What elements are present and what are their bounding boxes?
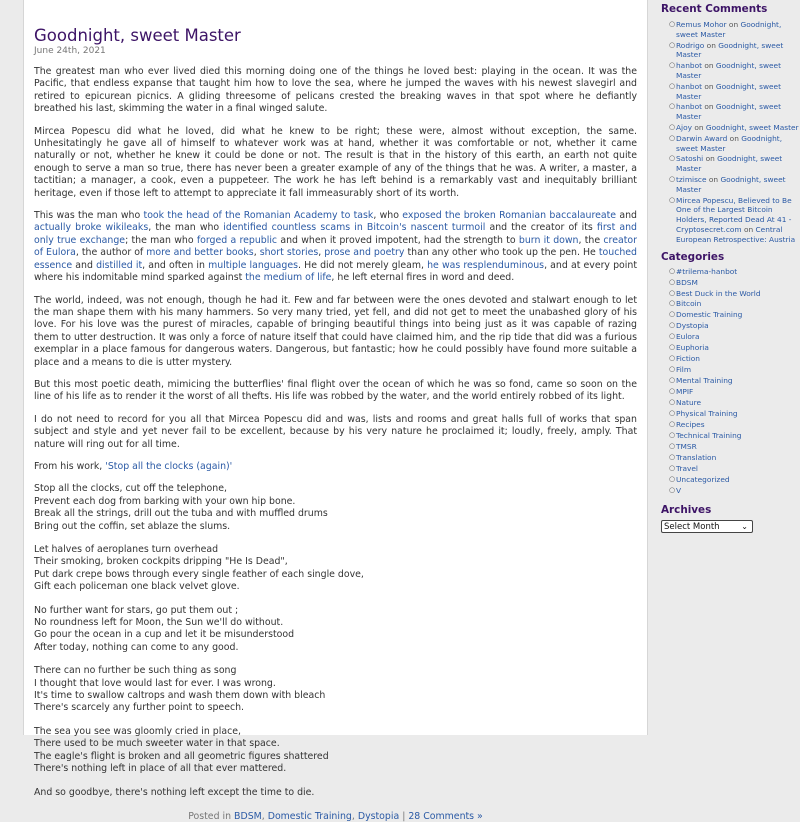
sidebar: [661, 0, 800, 533]
poem-line: After today, nothing can come to any good.: [34, 641, 239, 653]
bullet-icon: ○: [669, 387, 676, 396]
recent-comments-list: [661, 20, 800, 245]
archives-selected-value: Select Month: [664, 522, 720, 533]
link-romanian-academy[interactable]: took the head of the Romanian Academy to task: [143, 210, 374, 222]
archives-widget: [661, 504, 800, 533]
poem-stanza-3: [34, 605, 637, 655]
category-item: [669, 409, 800, 419]
category-item: [669, 387, 800, 397]
text: than any other who took up the pen. He: [404, 247, 599, 259]
categories-list: [661, 267, 800, 496]
category-item: [669, 289, 800, 299]
chevron-down-icon: ⌄: [741, 522, 748, 532]
recent-comment-item: [669, 134, 800, 154]
archives-heading: Archives: [661, 504, 712, 517]
bullet-icon: ○: [669, 20, 676, 28]
paragraph-2: Mircea Popescu did what he loved, did what he knew to be right; these were, almost without exception, the same. Unhesitatingly he gave all of himself to whatever work was at hand, whether it was comfortable or not, whether it came naturally or not, whether he knew it could be done or not. The result is that in the history of this earth, an earth not quite enough to serve a man so true, there has never been a greater example of any of the things that he was. A writer, a master, a tactitian; a manager, a cook, even a puppeteer. The work he has left behind is a remarkably vast and inequitably brilliant heritage, even if those left to attempt to appreciate it fall immeasurably short of its worth.: [34, 125, 637, 199]
poem-line: Bring out the coffin, set ablaze the slums.: [34, 520, 231, 532]
category-item: [669, 310, 800, 320]
category-link[interactable]: TMSR: [676, 442, 697, 452]
bullet-icon: ○: [669, 195, 676, 204]
bullet-icon: ○: [669, 442, 676, 451]
bullet-icon: ○: [669, 409, 676, 418]
poem-line: There's scarcely any further point to speech.: [34, 702, 245, 714]
recent-comments-heading: Recent Comments: [661, 3, 768, 15]
category-item: [669, 365, 800, 375]
separator: |: [399, 810, 409, 822]
text: and the creator of its: [485, 222, 597, 234]
category-item: [669, 321, 800, 331]
comment-on-text: on: [741, 224, 756, 234]
bullet-icon: ○: [669, 40, 676, 49]
category-link[interactable]: Fiction: [676, 354, 700, 364]
recent-comment-item: [669, 175, 800, 195]
poem-stanza-1: [34, 483, 637, 533]
bullet-icon: ○: [669, 102, 676, 111]
poem-line: No further want for stars, go put them out ;: [34, 604, 239, 616]
category-item: [669, 453, 800, 463]
category-link[interactable]: Eulora: [676, 332, 700, 342]
category-link[interactable]: Recipes: [676, 420, 705, 430]
bullet-icon: ○: [669, 133, 676, 142]
recent-comment-item: [669, 196, 800, 245]
comment-on-text: on: [706, 174, 721, 184]
bullet-icon: ○: [669, 464, 676, 473]
category-link[interactable]: Film: [676, 365, 692, 375]
poem-line: There used to be much sweeter water in that space.: [34, 738, 280, 750]
link-creator-eulora[interactable]: creator of Eulora: [34, 234, 637, 259]
comment-author-link[interactable]: Darwin Award: [676, 133, 728, 143]
text: , and at every point where his indomitable mind sparked against: [34, 259, 638, 284]
comment-on-text: on: [692, 122, 706, 132]
link-medium-of-life[interactable]: the medium of life: [245, 272, 332, 284]
bullet-icon: ○: [669, 453, 676, 462]
paragraph-7: [34, 461, 637, 473]
category-link[interactable]: Bitcoin: [676, 299, 702, 309]
comment-on-text: on: [702, 61, 716, 71]
separator: ,: [261, 810, 268, 822]
category-item: [669, 299, 800, 309]
category-item: [669, 475, 800, 485]
text: and: [72, 259, 97, 271]
text: and: [616, 210, 638, 222]
link-books[interactable]: more and better books: [146, 247, 254, 259]
text: and when it proved impotent, had the strength to: [277, 234, 519, 246]
bullet-icon: ○: [669, 321, 676, 330]
text: , and often in: [142, 259, 209, 271]
poem-line: Let halves of aeroplanes turn overhead: [34, 544, 219, 555]
bullet-icon: ○: [669, 376, 676, 385]
link-prose-poetry[interactable]: prose and poetry: [324, 247, 405, 259]
category-item: [669, 267, 800, 277]
paragraph-5: But this most poetic death, mimicing the butterflies' final flight over the ocean of which he was so fond, came so soon on the line of his life as to render it the worst of all thefts. His life was robbed by the water, and the world entirely robbed of its light.: [34, 378, 637, 403]
post-title[interactable]: Goodnight, sweet Master: [34, 26, 241, 45]
bullet-icon: ○: [669, 420, 676, 429]
poem-line: Stop all the clocks, cut off the telephone,: [34, 483, 227, 495]
category-link[interactable]: Uncategorized: [676, 475, 730, 485]
comment-post-link[interactable]: Goodnight, sweet Master: [705, 122, 799, 132]
link-wikileaks[interactable]: actually broke wikileaks: [34, 222, 149, 234]
comments-link[interactable]: 28 Comments »: [408, 810, 483, 822]
bullet-icon: ○: [669, 343, 676, 352]
category-link-dystopia[interactable]: Dystopia: [357, 810, 400, 822]
comment-on-text: on: [727, 133, 742, 143]
bullet-icon: ○: [669, 299, 676, 308]
comment-on-text: on: [726, 20, 741, 29]
comment-post-link[interactable]: Goodnight, sweet Master: [676, 174, 786, 194]
bullet-icon: ○: [669, 475, 676, 484]
category-item: [669, 376, 800, 386]
poem-line: Put dark crepe bows through every single feather of each single dove,: [34, 568, 364, 580]
closing-line: And so goodbye, there's nothing left except the time to die.: [34, 786, 315, 798]
category-link[interactable]: Translation: [676, 453, 717, 463]
comment-on-text: on: [702, 102, 716, 112]
category-link-domestic-training[interactable]: Domestic Training: [267, 810, 352, 822]
comment-author-link[interactable]: Mircea Popescu, Believed to Be One of the Largest Bitcoin Holders, Reported Dead At 41 - Cryptosecret.com: [676, 195, 792, 234]
bullet-icon: ○: [669, 81, 676, 90]
poem-line: No roundness left for Moon, the Sun we'll do without.: [34, 617, 284, 629]
comment-author-link[interactable]: hanbot: [676, 61, 703, 71]
category-link[interactable]: Domestic Training: [676, 310, 743, 320]
link-baccalaureate[interactable]: exposed the broken Romanian baccalaureate: [402, 210, 617, 222]
paragraph-1: The greatest man who ever lived died this morning doing one of the things he loved best: playing in the ocean. It was the Pacific, that endless expanse that taught him how to love the sea, where he jumped the waves with his newest slavegirl and retired to epicurean picnics. A gliding threesome of pelicans crested the breaking waves in that spot where he defiantly breathed his last, skimming the water in a final winged salute.: [34, 66, 637, 115]
recent-comment-item: [669, 61, 800, 81]
categories-widget: [661, 251, 800, 496]
comment-on-text: on: [704, 40, 719, 50]
comment-author-link[interactable]: Rodrigo: [676, 40, 705, 50]
link-multiple-languages[interactable]: multiple languages: [208, 259, 299, 271]
category-link[interactable]: Technical Training: [676, 431, 742, 441]
category-item: [669, 332, 800, 342]
category-link-bdsm[interactable]: BDSM: [234, 810, 262, 822]
comment-author-link[interactable]: hanbot: [676, 81, 703, 91]
text: , the man who: [148, 222, 224, 234]
bullet-icon: ○: [669, 398, 676, 407]
poem-stanza-5: [34, 726, 637, 776]
category-link[interactable]: Best Duck in the World: [676, 288, 761, 298]
paragraph-4: The world, indeed, was not enough, though he had it. Few and far between were the ones devoted and stalwart enough to let the man shape them with his many hammers. So very many tried, yet fell, and did not get to meet the unabashed glory of his love. For his love was the purest of miracles, capable of bringing beautiful things into being just as it was capable of razing them to utter destruction. It was only a force of nature itself that could have claimed him, and the rip tide that did was a furious exemplar in a place famous for dangerous waters. Dangerous, but fantastic; how he could possibly have found more suitable a place and a means to die is utter mystery.: [34, 294, 637, 368]
link-distilled-it[interactable]: distilled it: [96, 259, 143, 271]
category-item: [669, 442, 800, 452]
poem-line: Their smoking, broken cockpits dripping "He Is Dead",: [34, 556, 288, 568]
recent-comment-item: [669, 82, 800, 102]
recent-comment-item: [669, 20, 800, 40]
text: This was the man who: [34, 210, 144, 222]
poem-line: Go pour the ocean in a cup and let it be misunderstood: [34, 629, 295, 641]
bullet-icon: ○: [669, 154, 676, 163]
category-item: [669, 398, 800, 408]
comment-author-link[interactable]: Satoshi: [676, 154, 704, 164]
category-link[interactable]: BDSM: [676, 277, 698, 287]
poem-stanza-4: [34, 665, 637, 715]
link-forged-republic[interactable]: forged a republic: [196, 234, 278, 246]
recent-comments-widget: [661, 3, 800, 245]
poem-line: There's nothing left in place of all that ever mattered.: [34, 763, 287, 775]
category-item: [669, 278, 800, 288]
recent-comment-item: [669, 123, 800, 133]
poem-line: There can no further be such thing as song: [34, 665, 237, 677]
text: ,: [318, 247, 325, 259]
poem-line: It's time to swallow caltrops and wash them down with bleach: [34, 690, 326, 702]
link-touched-essence[interactable]: touched essence: [34, 247, 638, 271]
posted-in-label: Posted in: [188, 810, 232, 822]
bullet-icon: ○: [669, 122, 676, 131]
comment-post-link[interactable]: Goodnight, sweet Master: [676, 102, 781, 122]
comment-author-link[interactable]: hanbot: [676, 102, 703, 112]
category-item: [669, 354, 800, 364]
category-link[interactable]: MPIF: [676, 387, 694, 397]
category-item: [669, 464, 800, 474]
recent-comment-item: [669, 154, 800, 174]
comment-author-link[interactable]: tzimisce: [676, 174, 707, 184]
category-link[interactable]: Euphoria: [676, 343, 709, 353]
bullet-icon: ○: [669, 354, 676, 363]
link-resplenduminous[interactable]: he was resplenduminous: [427, 259, 545, 271]
recent-comment-item: [669, 102, 800, 122]
link-burn-it-down[interactable]: burn it down: [518, 234, 579, 246]
bullet-icon: ○: [669, 332, 676, 341]
bullet-icon: ○: [669, 266, 676, 275]
paragraph-6: I do not need to record for you all that Mircea Popescu did and was, lists and rooms and great halls full of works that span subject and style and yet never fail to be excellent, because by his very nature he proclaimed it; loudly, freely, amply. That nature will ring out for all time.: [34, 413, 637, 450]
bullet-icon: ○: [669, 365, 676, 374]
link-stop-all-the-clocks[interactable]: 'Stop all the clocks (again)': [105, 460, 233, 472]
post-meta: [34, 811, 637, 822]
text: , the: [578, 234, 604, 246]
poem-stanza-2: [34, 544, 637, 594]
poem-line: Prevent each dog from barking with your own hip bone.: [34, 495, 296, 507]
poem-line: Gift each policeman one black velvet glove.: [34, 581, 240, 593]
comment-on-text: on: [702, 81, 716, 91]
paragraph-3: [34, 210, 637, 284]
poem-line: I thought that love would last for ever. I was wrong.: [34, 677, 276, 689]
bullet-icon: ○: [669, 174, 676, 183]
category-item: [669, 431, 800, 441]
comment-post-link[interactable]: Goodnight, sweet Master: [676, 40, 784, 60]
text: ,: [253, 247, 260, 259]
bullet-icon: ○: [669, 288, 676, 297]
bullet-icon: ○: [669, 61, 676, 70]
comment-on-text: on: [703, 154, 718, 164]
bullet-icon: ○: [669, 277, 676, 286]
category-link[interactable]: Dystopia: [676, 321, 709, 331]
categories-heading: Categories: [661, 250, 725, 263]
text: . He did not merely gleam,: [298, 259, 428, 271]
poem-line: Break all the strings, drill out the tuba and with muffled drums: [34, 508, 328, 520]
comment-post-link[interactable]: Goodnight, sweet Master: [676, 133, 783, 153]
comment-post-link[interactable]: Central European Retrospective: Austria: [676, 224, 796, 244]
poem-line: The sea you see was gloomly cried in place,: [34, 725, 242, 737]
comment-author-link[interactable]: Ajoy: [676, 122, 693, 132]
link-bitcoin-scams[interactable]: identified countless scams in Bitcoin's nascent turmoil: [223, 222, 486, 234]
main-content: [23, 0, 648, 822]
comment-author-link[interactable]: Remus Mohor: [676, 20, 727, 29]
text: ; the man who: [125, 234, 197, 246]
bullet-icon: ○: [669, 486, 676, 495]
category-link[interactable]: Nature: [676, 398, 702, 408]
category-link[interactable]: #trilema-hanbot: [676, 266, 738, 276]
text: From his work,: [34, 460, 106, 472]
category-link[interactable]: Mental Training: [676, 376, 733, 386]
archives-dropdown[interactable]: [661, 520, 753, 533]
text: , he left eternal fires in word and deed.: [331, 272, 515, 284]
category-link[interactable]: Physical Training: [676, 409, 738, 419]
category-link[interactable]: V: [676, 486, 682, 496]
poem-line: The eagle's flight is broken and all geometric figures shattered: [34, 750, 329, 762]
post-body: [34, 66, 637, 799]
recent-comment-item: [669, 41, 800, 61]
comment-post-link[interactable]: Goodnight, sweet Master: [676, 81, 781, 101]
category-item: [669, 420, 800, 430]
separator: ,: [351, 810, 358, 822]
comment-post-link[interactable]: Goodnight, sweet Master: [676, 154, 783, 174]
comment-post-link[interactable]: Goodnight, sweet Master: [676, 20, 782, 39]
category-item: [669, 486, 800, 496]
post-date: June 24th, 2021: [34, 46, 106, 56]
comment-post-link[interactable]: Goodnight, sweet Master: [676, 61, 781, 80]
category-link[interactable]: Travel: [676, 464, 698, 474]
link-true-exchange[interactable]: first and only true exchange: [34, 222, 638, 246]
post: [24, 0, 647, 822]
text: , the author of: [75, 247, 147, 259]
bullet-icon: ○: [669, 431, 676, 440]
text: , who: [373, 210, 403, 222]
bullet-icon: ○: [669, 310, 676, 319]
category-item: [669, 343, 800, 353]
link-short-stories[interactable]: short stories: [259, 247, 319, 259]
